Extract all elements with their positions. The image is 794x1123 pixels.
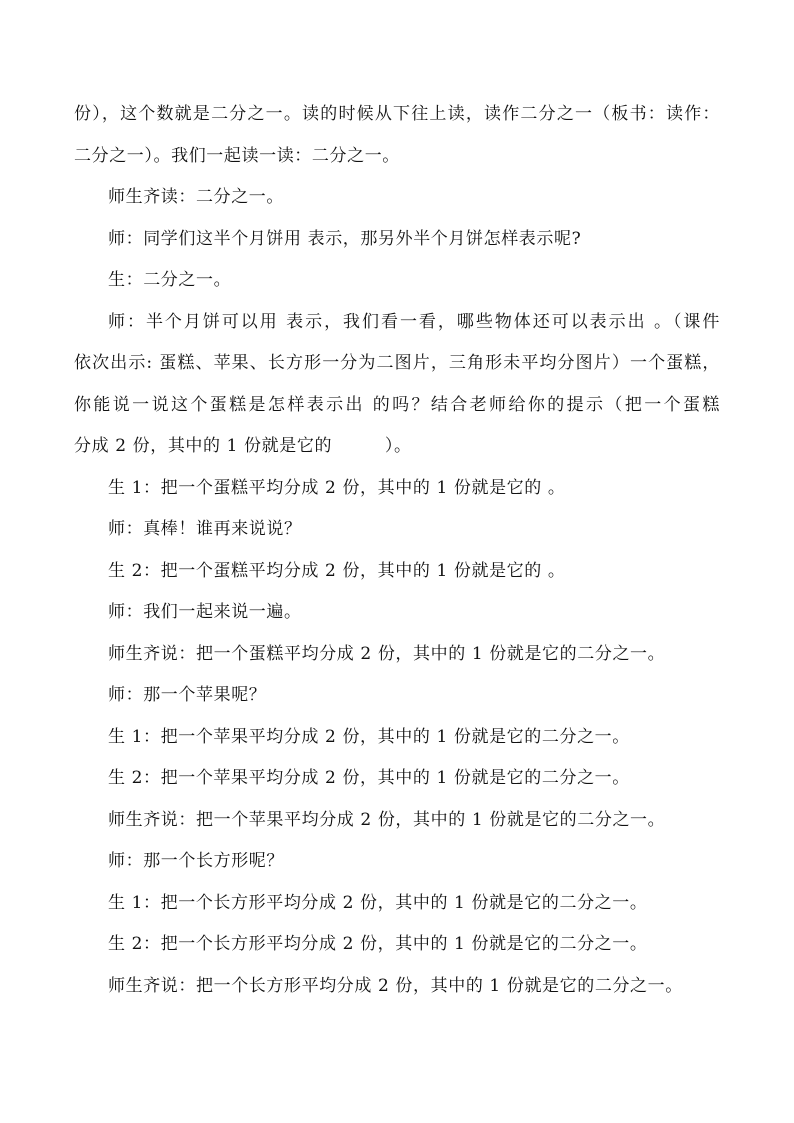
dialogue-line: 师：半个月饼可以用 表示，我们看一看，哪些物体还可以表示出 。（课件	[108, 311, 720, 332]
dialogue-line: 师：真棒！谁再来说说？	[108, 519, 302, 539]
dialogue-line: 生：二分之一。	[108, 270, 232, 290]
dialogue-line: 师：我们一起来说一遍。	[108, 602, 302, 622]
paragraph-line: 你能说一说这个蛋糕是怎样表示出 的吗？结合老师给你的提示（把一个蛋糕	[74, 394, 720, 415]
dialogue-line: 师生齐说：把一个苹果平均分成 2 份，其中的 1 份就是它的二分之一。	[108, 809, 666, 830]
dialogue-line: 生 2：把一个长方形平均分成 2 份，其中的 1 份就是它的二分之一。	[108, 934, 648, 954]
dialogue-line: 生 1：把一个蛋糕平均分成 2 份，其中的 1 份就是它的 。	[108, 477, 566, 498]
dialogue-line: 师：那一个苹果呢？	[108, 685, 267, 705]
dialogue-line: 师：那一个长方形呢？	[108, 851, 284, 871]
dialogue-line: 生 2：把一个蛋糕平均分成 2 份，其中的 1 份就是它的 。	[108, 560, 566, 581]
dialogue-line: 生 1：把一个苹果平均分成 2 份，其中的 1 份就是它的二分之一。	[108, 726, 630, 747]
dialogue-line: 师生齐读：二分之一。	[108, 187, 284, 207]
paragraph-line: 依次出示: 蛋糕、苹果、长方形一分为二图片，三角形未平均分图片）一个蛋糕，	[74, 353, 720, 373]
dialogue-line: 师生齐说：把一个长方形平均分成 2 份，其中的 1 份就是它的二分之一。	[108, 975, 683, 996]
paragraph-line: 二分之一）。我们一起读一读：二分之一。	[74, 145, 400, 166]
dialogue-line: 生 1：把一个长方形平均分成 2 份，其中的 1 份就是它的二分之一。	[108, 892, 648, 913]
paragraph-line: 分成 2 份，其中的 1 份就是它的 ）。	[74, 436, 412, 456]
dialogue-line: 生 2：把一个苹果平均分成 2 份，其中的 1 份就是它的二分之一。	[108, 768, 630, 788]
document-body	[74, 103, 720, 1016]
dialogue-line: 师生齐说：把一个蛋糕平均分成 2 份，其中的 1 份就是它的二分之一。	[108, 643, 666, 664]
paragraph-line: 份），这个数就是二分之一。读的时候从下往上读，读作二分之一（板书：读作：	[74, 104, 720, 124]
dialogue-line: 师：同学们这半个月饼用 表示，那另外半个月饼怎样表示呢?	[108, 228, 582, 249]
